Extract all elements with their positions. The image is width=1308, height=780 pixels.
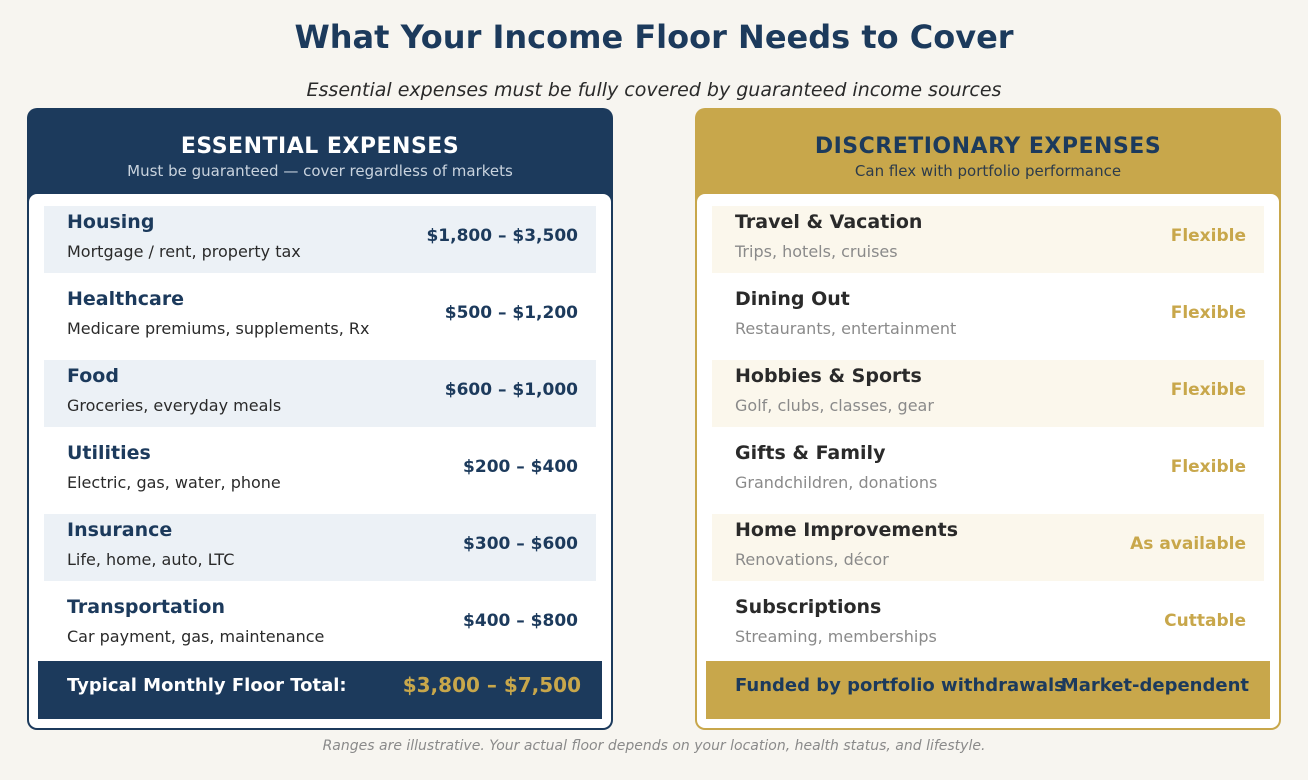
expense-description: Restaurants, entertainment: [735, 319, 957, 338]
discretionary-row-travel: [712, 206, 1264, 273]
expense-flex-status: Cuttable: [1164, 611, 1246, 631]
expense-range: $400 – $800: [463, 611, 578, 631]
discretionary-header-subtitle: Can flex with portfolio performance: [854, 162, 1122, 180]
essential-row-food: [44, 360, 596, 427]
expense-description: Mortgage / rent, property tax: [67, 242, 301, 261]
discretionary-total-label: Funded by portfolio withdrawals: [735, 675, 1065, 696]
expense-name: Travel & Vacation: [735, 211, 923, 233]
expense-name: Food: [67, 365, 119, 387]
discretionary-expenses-panel: [695, 108, 1281, 730]
expense-flex-status: As available: [1130, 534, 1246, 554]
expense-flex-status: Flexible: [1170, 457, 1246, 477]
expense-description: Streaming, memberships: [735, 627, 937, 646]
expense-range: $1,800 – $3,500: [426, 226, 578, 246]
discretionary-row-subscriptions: [712, 591, 1264, 658]
expense-flex-status: Flexible: [1170, 380, 1246, 400]
essential-row-transportation: [44, 591, 596, 658]
expense-name: Gifts & Family: [735, 442, 886, 464]
expense-name: Subscriptions: [735, 596, 882, 618]
discretionary-row-gifts: [712, 437, 1264, 504]
expense-name: Utilities: [67, 442, 151, 464]
discretionary-row-hobbies: [712, 360, 1264, 427]
discretionary-total-value: Market-dependent: [1060, 675, 1249, 696]
expense-description: Car payment, gas, maintenance: [67, 627, 325, 646]
footnote: Ranges are illustrative. Your actual floor depends on your location, health status, and lifestyle.: [322, 738, 986, 754]
expense-range: $200 – $400: [463, 457, 578, 477]
essential-row-housing: [44, 206, 596, 273]
expense-name: Hobbies & Sports: [735, 365, 922, 387]
essential-row-healthcare: [44, 283, 596, 350]
essential-expenses-panel: [27, 108, 613, 730]
discretionary-row-dining: [712, 283, 1264, 350]
discretionary-total-bar: [706, 661, 1270, 719]
discretionary-panel-body: [697, 194, 1279, 728]
discretionary-row-home-improvements: [712, 514, 1264, 581]
expense-description: Renovations, décor: [735, 550, 889, 569]
essential-panel-body: [29, 194, 611, 728]
expense-name: Insurance: [67, 519, 173, 541]
discretionary-header-title: DISCRETIONARY EXPENSES: [814, 134, 1162, 159]
expense-description: Groceries, everyday meals: [67, 396, 282, 415]
expense-description: Trips, hotels, cruises: [735, 242, 898, 261]
expense-description: Life, home, auto, LTC: [67, 550, 235, 569]
expense-description: Grandchildren, donations: [735, 473, 938, 492]
expense-range: $600 – $1,000: [444, 380, 578, 400]
essential-header-title: ESSENTIAL EXPENSES: [180, 134, 460, 159]
expense-flex-status: Flexible: [1170, 226, 1246, 246]
essential-total-bar: [38, 661, 602, 719]
expense-description: Electric, gas, water, phone: [67, 473, 281, 492]
expense-name: Home Improvements: [735, 519, 959, 541]
essential-total-value: $3,800 – $7,500: [402, 673, 581, 697]
expense-name: Dining Out: [735, 288, 850, 310]
expense-description: Golf, clubs, classes, gear: [735, 396, 934, 415]
essential-total-label: Typical Monthly Floor Total:: [67, 675, 347, 696]
expense-range: $300 – $600: [463, 534, 578, 554]
essential-panel-header: [27, 108, 613, 194]
expense-description: Medicare premiums, supplements, Rx: [67, 319, 370, 338]
essential-header-subtitle: Must be guaranteed — cover regardless of markets: [127, 162, 513, 180]
page-subtitle: Essential expenses must be fully covered by guaranteed income sources: [306, 79, 1002, 101]
essential-row-insurance: [44, 514, 596, 581]
discretionary-panel-header: [695, 108, 1281, 194]
essential-row-utilities: [44, 437, 596, 504]
expense-flex-status: Flexible: [1170, 303, 1246, 323]
expense-name: Transportation: [67, 596, 226, 618]
page-title: What Your Income Floor Needs to Cover: [294, 18, 1014, 56]
expense-range: $500 – $1,200: [444, 303, 578, 323]
expense-name: Healthcare: [67, 288, 185, 310]
expense-name: Housing: [67, 211, 155, 233]
